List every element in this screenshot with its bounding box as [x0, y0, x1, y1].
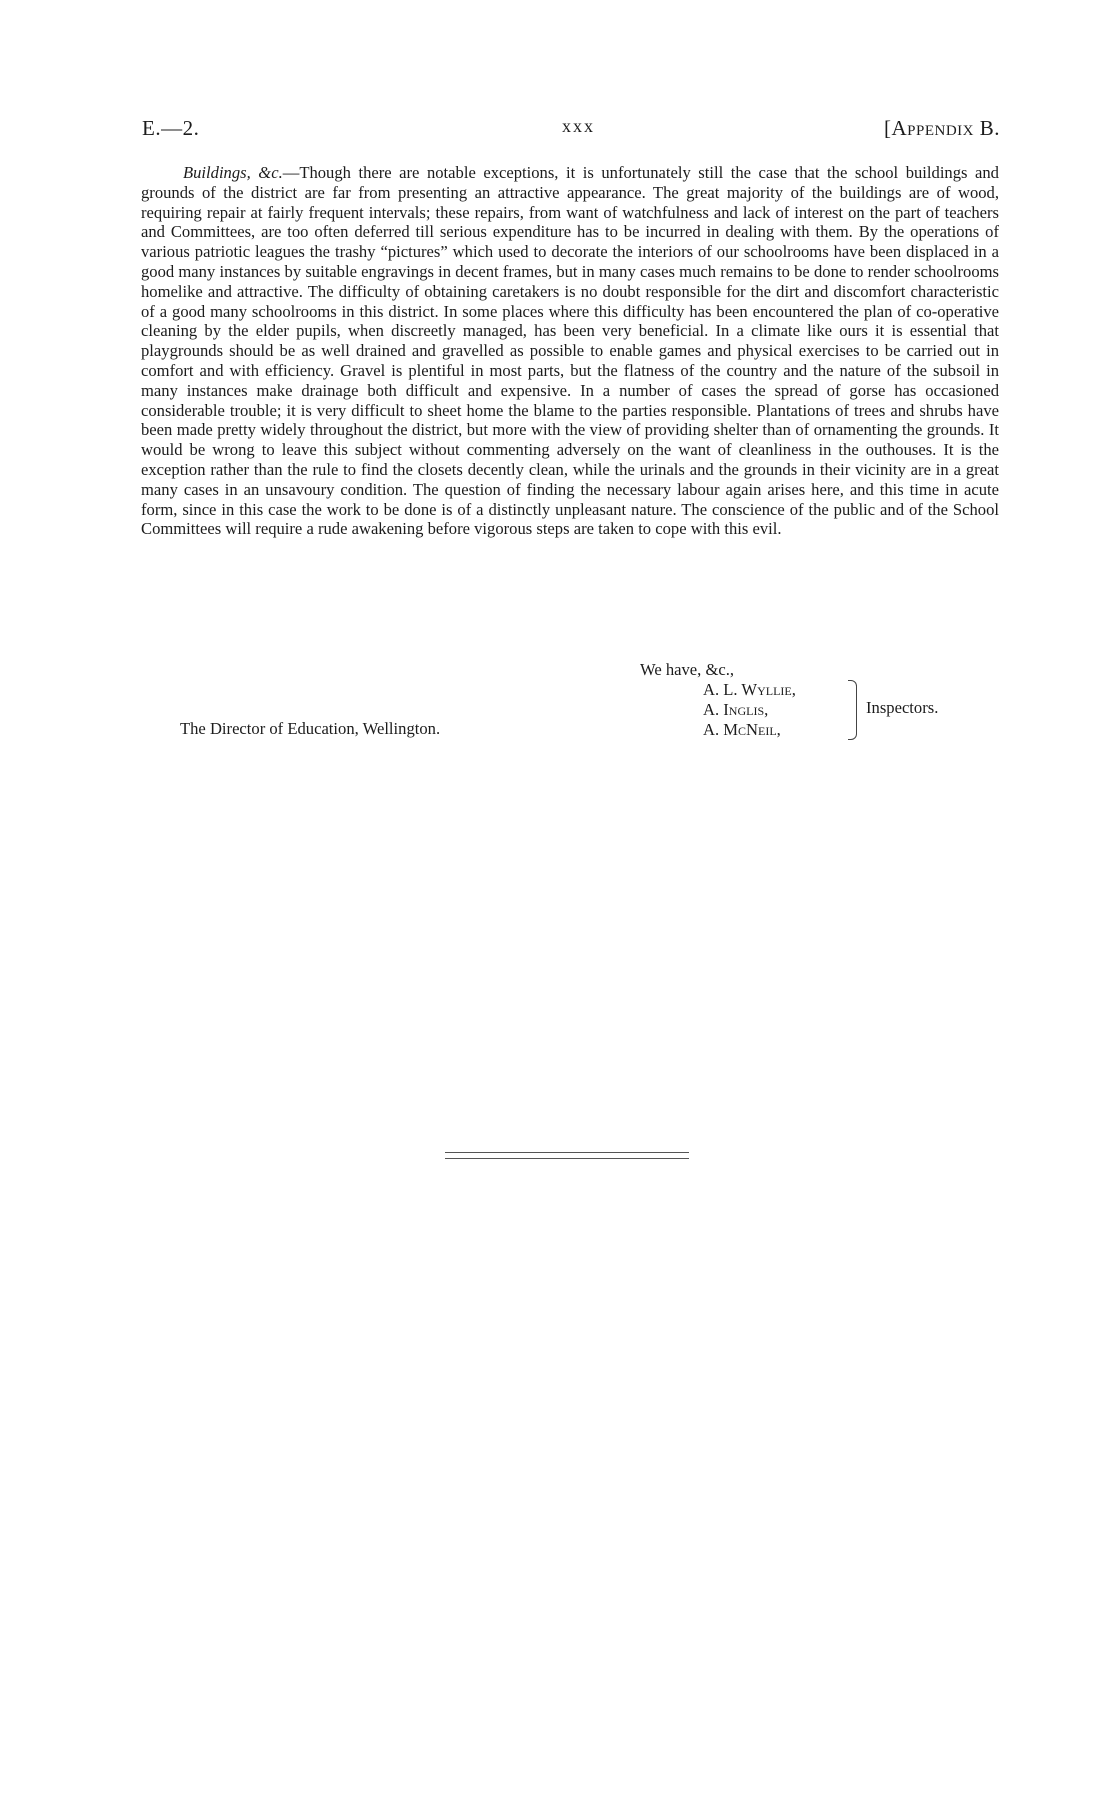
- running-header: [142, 116, 1000, 146]
- signatory-brace: [848, 680, 857, 740]
- signatory-role: Inspectors.: [866, 698, 939, 717]
- paragraph-lead-heading: Buildings, &c.: [183, 163, 283, 182]
- addressee-line: The Director of Education, Wellington.: [180, 719, 441, 738]
- report-paragraph: [141, 163, 999, 539]
- header-page-number: xxx: [562, 116, 595, 136]
- header-document-code: E.—2.: [142, 116, 200, 140]
- closing-salutation: We have, &c.,: [640, 660, 735, 679]
- paragraph-text: —Though there are notable exceptions, it is unfortunately still the case that the school buildings and grounds of the district are far from presenting an attractive appearance. The great majority of the buildings are of wood, requiring repair at fairly frequent intervals; these repairs, from want of watchfulness and lack of interest on the part of teachers and Committees, are too often deferred till serious expenditure has to be incurred in dealing with them. By the operations of various patriotic leagues the trashy “pictures” which used to decorate the interiors of our schoolrooms have been displaced in a good many instances by suitable engravings in decent frames, but in many cases much remains to be done to render schoolrooms homelike and attractive. The difficulty of obtaining caretakers is no doubt responsible for the dirt and discomfort characteristic of a good many schoolrooms in this district. In some places where this difficulty has been encountered the plan of co-operative cleaning by the elder pupils, when discreetly managed, has been very beneficial. In a climate like ours it is essential that playgrounds should be as well drained and gravelled as possible to enable games and physical exercises to be carried out in comfort and with efficiency. Gravel is plentiful in most parts, but the flatness of the country and the nature of the subsoil in many instances make drainage both difficult and expensive. In a number of cases the spread of gorse has occasioned considerable trouble; it is very difficult to sheet home the blame to the parties responsible. Plantations of trees and shrubs have been made pretty widely throughout the district, but more with the view of providing shelter than of ornamenting the grounds. It would be wrong to leave this subject without commenting adversely on the want of cleanliness in the outhouses. It is the exception rather than the rule to find the closets decently clean, while the urinals and the grounds in their vicinity are in a great many cases in an unsavoury condition. The question of finding the necessary labour again arises here, and this time in acute form, since in this case the work to be done is of a distinctly unpleasant nature. The conscience of the public and of the School Committees will require a rude awakening before vigorous steps are taken to cope with this evil.: [141, 163, 999, 539]
- signatory-name: A. Inglis,: [703, 699, 769, 719]
- signatory-name: A. L. Wyllie,: [703, 680, 796, 699]
- signatory-name: A. McNeil,: [703, 719, 781, 739]
- header-appendix-label: [Appendix B.: [883, 116, 1000, 140]
- signatory-list: [703, 680, 796, 739]
- end-divider-rule: [445, 1152, 689, 1159]
